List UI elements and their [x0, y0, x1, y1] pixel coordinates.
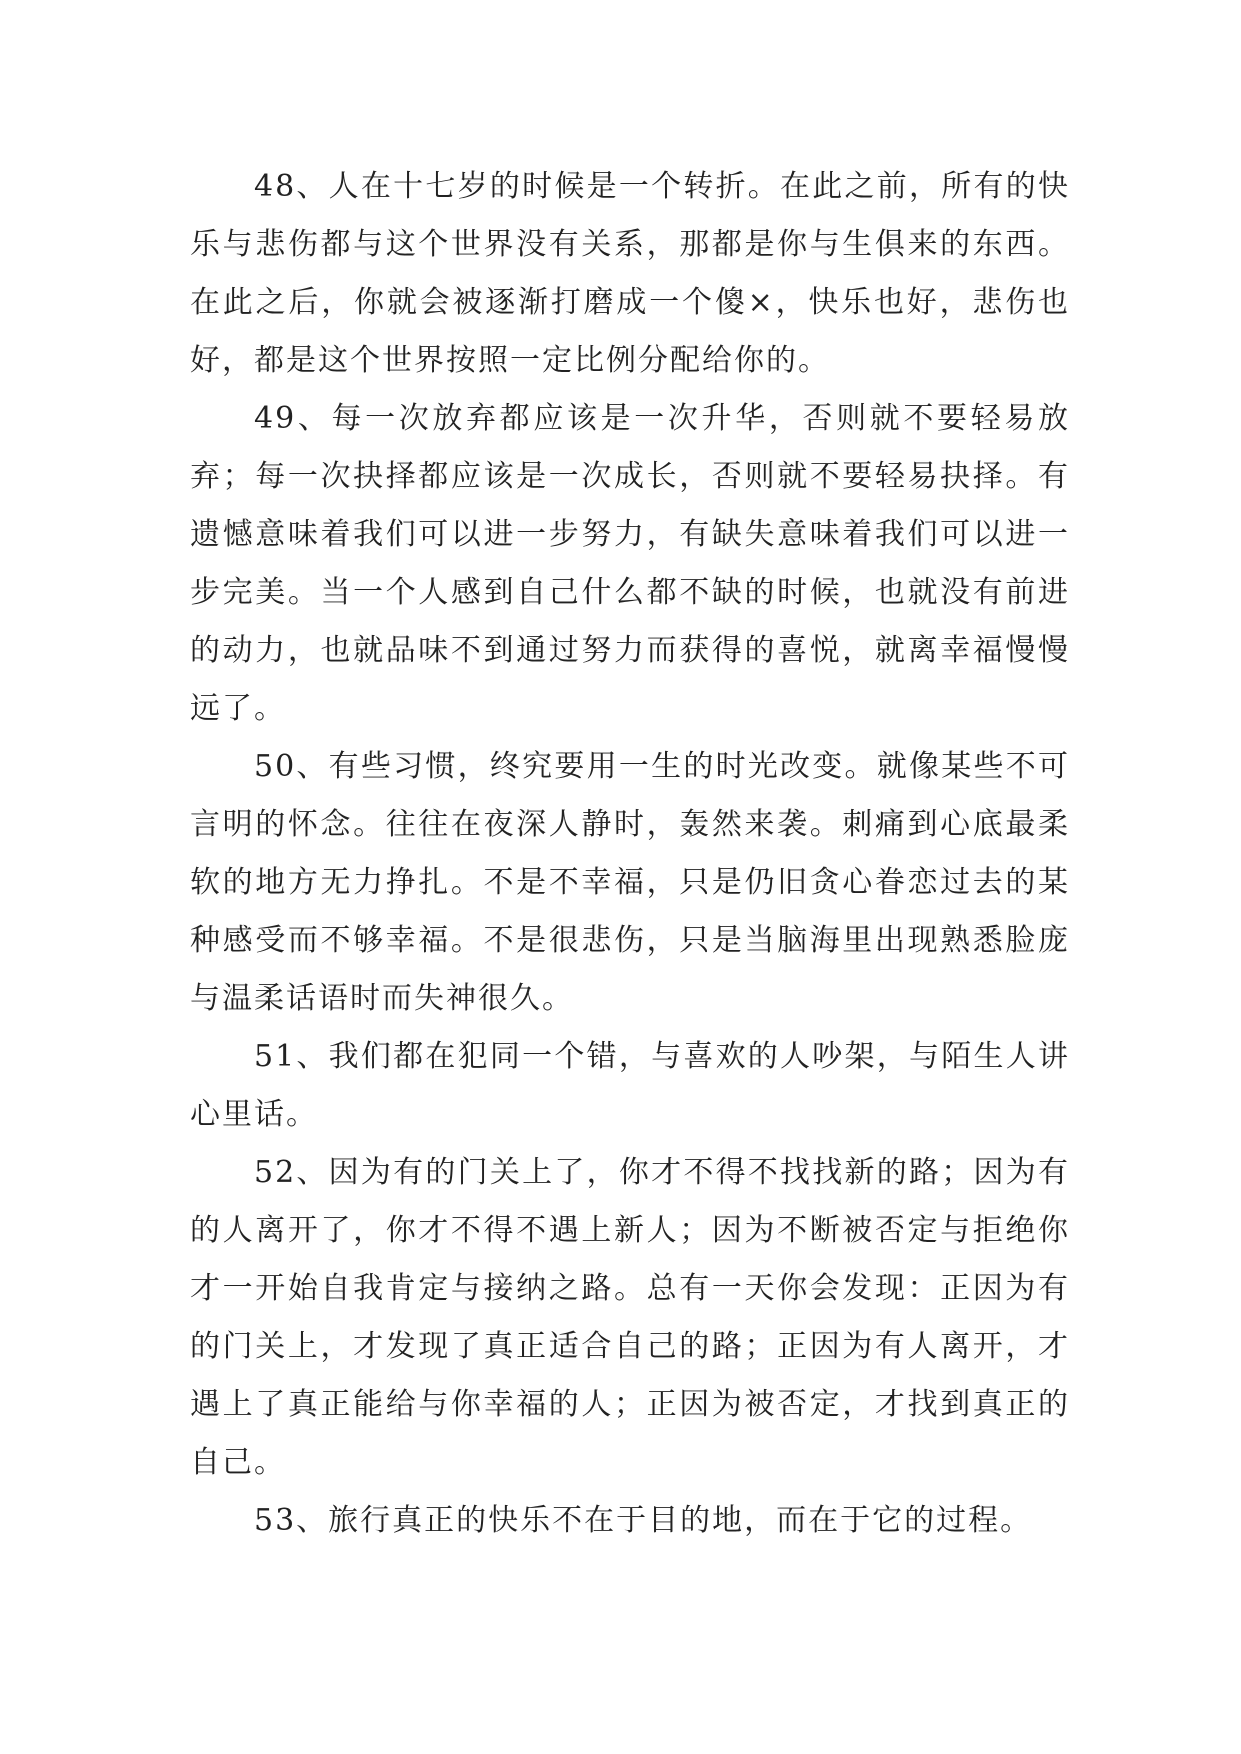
paragraph-53: 53、旅行真正的快乐不在于目的地，而在于它的过程。 — [254, 1503, 1033, 1538]
paragraph-49: 49、每一次放弃都应该是一次升华，否则就不要轻易放弃；每一次抉择都应该是一次成长，否则就不要轻易抉择。有遗憾意味着我们可以进一步努力，有缺失意味着我们可以进一步完美。当一个人感到自己什么都不缺的时候，也就没有前进的动力，也就品味不到通过努力而获得的喜悦，就离幸福慢慢远了。 — [190, 401, 1070, 726]
document-body — [190, 158, 1070, 1550]
paragraph-50: 50、有些习惯，终究要用一生的时光改变。就像某些不可言明的怀念。往往在夜深人静时，轰然来袭。刺痛到心底最柔软的地方无力挣扎。不是不幸福，只是仍旧贪心眷恋过去的某种感受而不够幸福。不是很悲伤，只是当脑海里出现熟悉脸庞与温柔话语时而失神很久。 — [190, 749, 1070, 1016]
paragraph-52: 52、因为有的门关上了，你才不得不找找新的路；因为有的人离开了，你才不得不遇上新人；因为不断被否定与拒绝你才一开始自我肯定与接纳之路。总有一天你会发现：正因为有的门关上，才发现了真正适合自己的路；正因为有人离开，才遇上了真正能给与你幸福的人；正因为被否定，才找到真正的自己。 — [190, 1155, 1070, 1480]
paragraph-51: 51、我们都在犯同一个错，与喜欢的人吵架，与陌生人讲心里话。 — [190, 1039, 1070, 1132]
paragraph-48: 48、人在十七岁的时候是一个转折。在此之前，所有的快乐与悲伤都与这个世界没有关系，那都是你与生俱来的东西。在此之后，你就会被逐渐打磨成一个傻×，快乐也好，悲伤也好，都是这个世界按照一定比例分配给你的。 — [190, 169, 1070, 378]
